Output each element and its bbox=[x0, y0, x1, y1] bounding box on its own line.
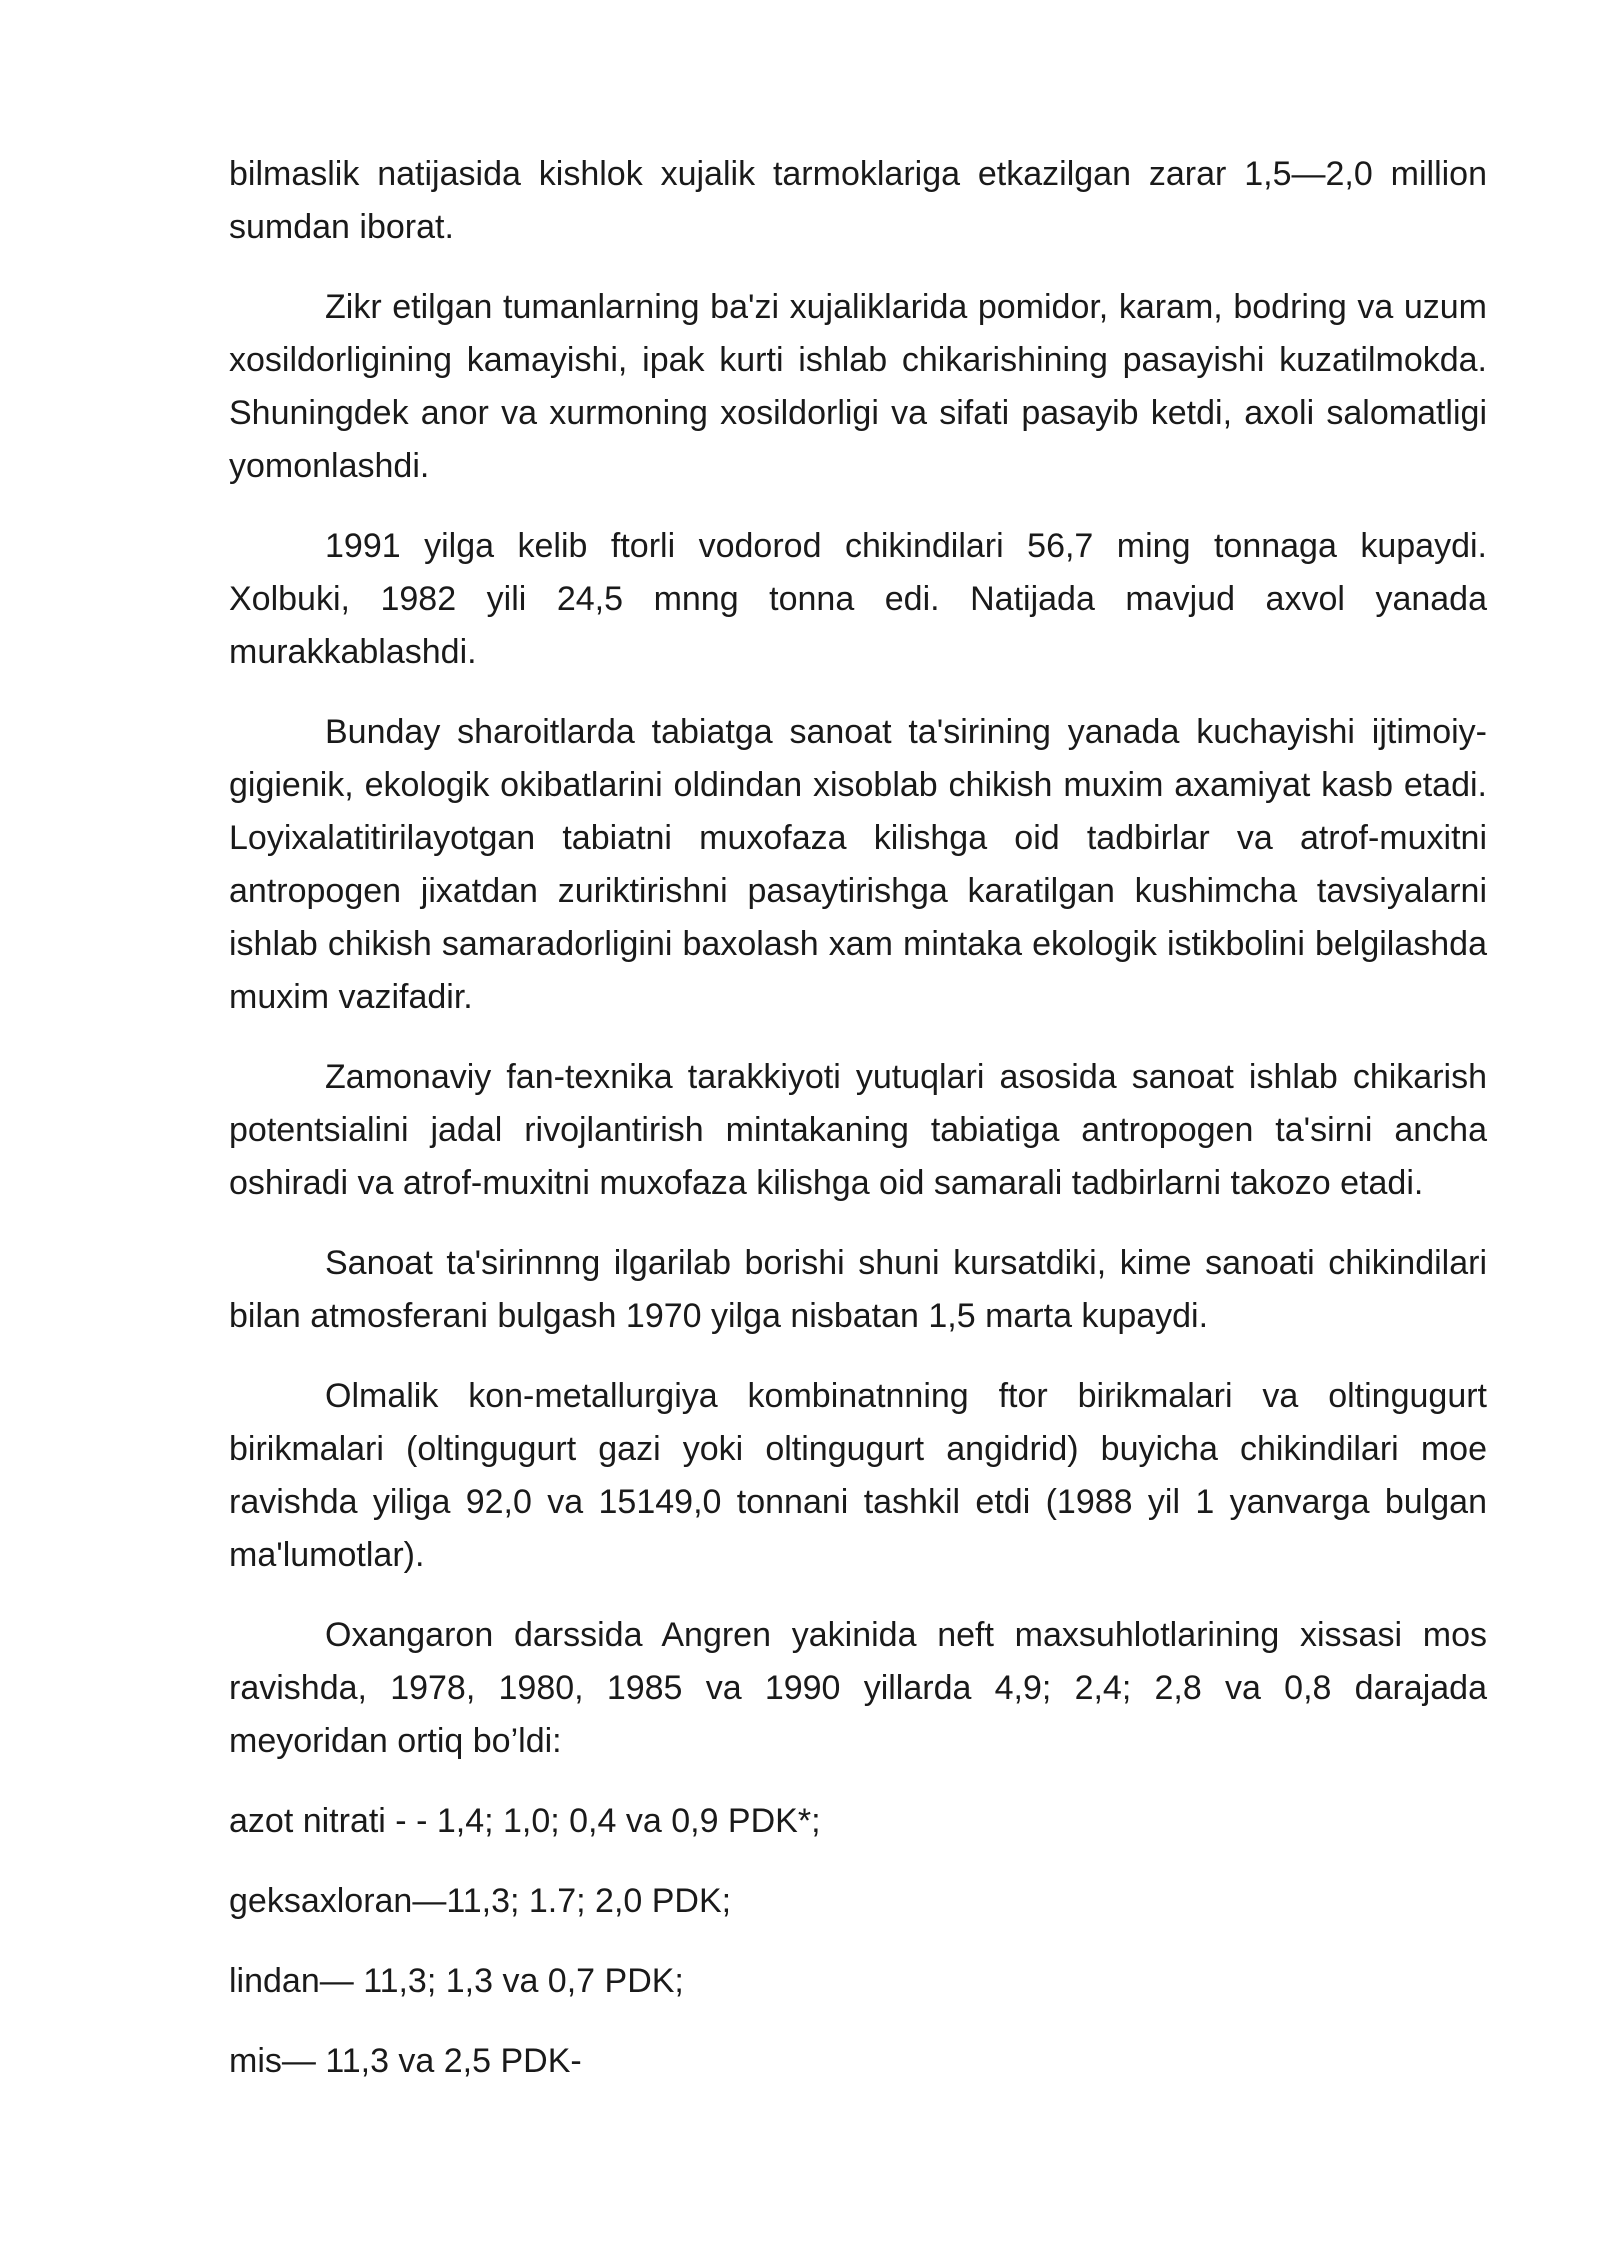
paragraph: Oxangaron darssida Angren yakinida neft maxsuhlotlarining xissasi mos ravishda, 1978, 1980, 1985 va 1990 yillarda 4,9; 2,4; 2,8 va 0,8 darajada meyoridan ortiq bo’ldi: bbox=[229, 1616, 1487, 1760]
paragraph-continuation: bilmaslik natijasida kishlok xujalik tarmoklariga etkazilgan zarar 1,5—2,0 million sumdan iborat. bbox=[229, 155, 1487, 246]
list-item: lindan— 11,3; 1,3 va 0,7 PDK; bbox=[229, 1962, 684, 2000]
document-page bbox=[229, 148, 1487, 2115]
list-item: azot nitrati - - 1,4; 1,0; 0,4 va 0,9 PDK*; bbox=[229, 1802, 821, 1840]
paragraph: 1991 yilga kelib ftorli vodorod chikindilari 56,7 ming tonnaga kupaydi. Xolbuki, 1982 yili 24,5 mnng tonna edi. Natijada mavjud axvol yanada murakkablashdi. bbox=[229, 527, 1487, 671]
paragraph: Zamonaviy fan-texnika tarakkiyoti yutuqlari asosida sanoat ishlab chikarish potentsialini jadal rivojlantirish mintakaning tabiatiga antropogen ta'sirni ancha oshiradi va atrof-muxitni muxofaza kilishga oid samarali tadbirlarni takozo etadi. bbox=[229, 1058, 1487, 1202]
paragraph: Olmalik kon-metallurgiya kombinatnning ftor birikmalari va oltingugurt birikmalari (oltingugurt gazi yoki oltingugurt angidrid) buyicha chikindilari moe ravishda yiliga 92,0 va 15149,0 tonnani tashkil etdi (1988 yil 1 yanvarga bulgan ma'lumotlar). bbox=[229, 1377, 1487, 1574]
list-item: mis— 11,3 va 2,5 PDK- bbox=[229, 2042, 582, 2080]
paragraph: Zikr etilgan tumanlarning ba'zi xujaliklarida pomidor, karam, bodring va uzum xosildorligining kamayishi, ipak kurti ishlab chikarishining pasayishi kuzatilmokda. Shuningdek anor va xurmoning xosildorligi va sifati pasayib ketdi, axoli salomatligi yomonlashdi. bbox=[229, 288, 1487, 485]
list-item: geksaxloran—11,3; 1.7; 2,0 PDK; bbox=[229, 1882, 732, 1920]
paragraph: Bunday sharoitlarda tabiatga sanoat ta'sirining yanada kuchayishi ijtimoiy-gigienik, ekologik okibatlarini oldindan xisoblab chikish muxim axamiyat kasb etadi. Loyixalatitirilayotgan tabiatni muxofaza kilishga oid tadbirlar va atrof-muxitni antropogen jixatdan zuriktirishni pasaytirishga karatilgan kushimcha tavsiyalarni ishlab chikish samaradorligini baxolash xam mintaka ekologik istikbolini belgilashda muxim vazifadir. bbox=[229, 713, 1487, 1016]
paragraph: Sanoat ta'sirinnng ilgarilab borishi shuni kursatdiki, kime sanoati chikindilari bilan atmosferani bulgash 1970 yilga nisbatan 1,5 marta kupaydi. bbox=[229, 1244, 1487, 1335]
